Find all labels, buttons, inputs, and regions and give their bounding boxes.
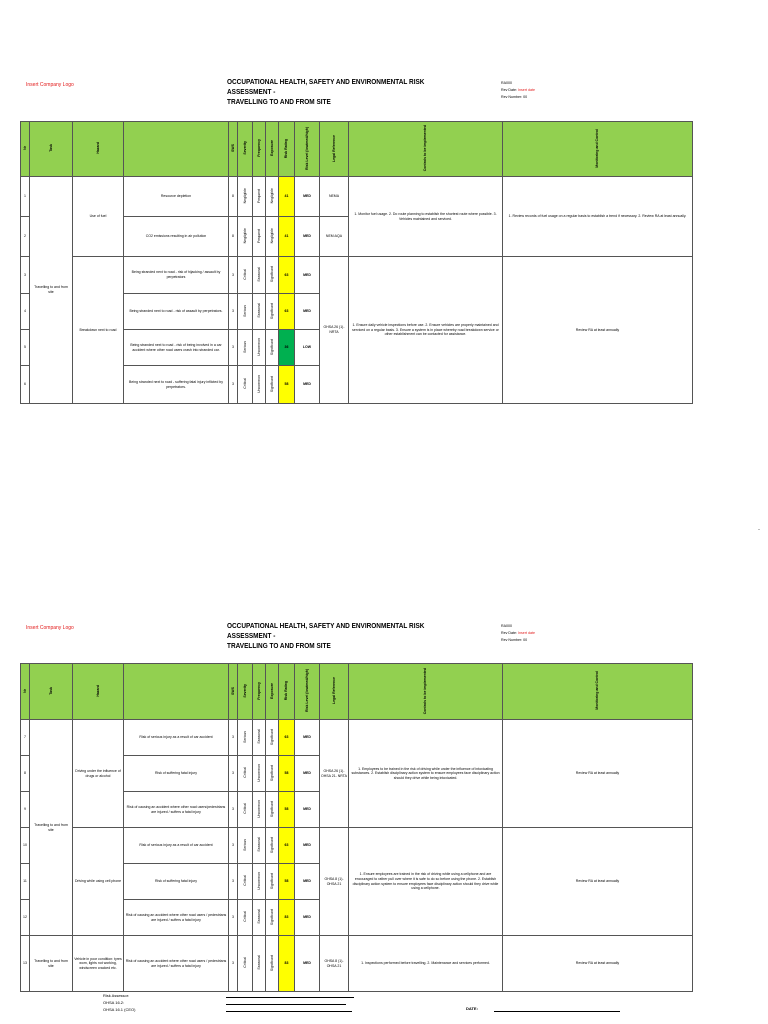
col-level: Risk Level (low/med/high) [295, 122, 320, 177]
col-sws: SWS [229, 664, 238, 720]
legal-cell: OHSA 8 (1)- OHSA 21 [320, 936, 349, 992]
ohsa-161-label: OHSA 16.1 (CEO) [103, 1007, 136, 1012]
col-frequency: Frequency [253, 122, 266, 177]
table-row: 11 Risk of suffering fatal injury 3 Critical Uncommon Significant 58 MED [21, 864, 693, 900]
monitoring-cell: Review RA at least annually [503, 720, 693, 828]
hazard-cell: Breakdown next to road [73, 257, 124, 404]
controls-cell: 1. Inspections performed before travelling. 2. Maintenance and services performed. [349, 936, 503, 992]
risk-assessment-table-2 [20, 663, 693, 992]
risk-rating: 41 [279, 217, 295, 257]
monitoring-cell: 1. Review records of fuel usage on a regular basis to establish a trend if necessary. 2. Review RA at least annually. [503, 177, 693, 257]
col-severity: Severity [238, 664, 253, 720]
page-title: OCCUPATIONAL HEALTH, SAFETY AND ENVIRONMENTAL RISK ASSESSMENT - TRAVELLING TO AND FROM SITE [227, 77, 425, 106]
hazard-cell: Driving while using cell phone [73, 828, 124, 936]
document-meta: RA000 Rev Date: Insert date Rev Number: 00 [501, 81, 535, 99]
task-cell: Travelling to and from site [30, 936, 73, 992]
risk-rating: 63 [279, 294, 295, 330]
table-row: 5 Being stranded next to road - risk of being involved in a car accident where other road users crash into stranded car. 3 Serious Uncommon Significant 36 LOW [21, 330, 693, 366]
risk-rating: 63 [279, 257, 295, 294]
col-monitoring: Monitoring and Control [503, 664, 693, 720]
table-row: 6 Being stranded next to road - suffering fatal injury inflicted by perpetrators. 3 Critical Uncommon Significant 58 MED [21, 366, 693, 404]
controls-cell: 1. Employees to be trained in the risk of driving while under the influence of intoxicating substances. 2. Establish disciplinary action system to ensure employees face disciplinary action should they drive while being intoxicated. [349, 720, 503, 828]
col-rating: Risk Rating [279, 122, 295, 177]
date-line[interactable] [494, 1011, 620, 1012]
risk-rating: 83 [279, 900, 295, 936]
risk-rating: 58 [279, 366, 295, 404]
col-hazard: Hazard [73, 664, 124, 720]
col-task: Task [30, 122, 73, 177]
col-nr: Nr [21, 122, 30, 177]
company-logo-placeholder: Insert Company Logo [26, 625, 74, 631]
company-logo-placeholder: Insert Company Logo [26, 82, 74, 88]
monitoring-cell: Review RA at least annually [503, 936, 693, 992]
page-title: OCCUPATIONAL HEALTH, SAFETY AND ENVIRONMENTAL RISK ASSESSMENT - TRAVELLING TO AND FROM SITE [227, 621, 425, 650]
risk-assessment-table-1 [20, 121, 693, 404]
ohsa-162-label: OHSA 16.2: [103, 1000, 125, 1005]
col-task: Task [30, 664, 73, 720]
col-monitoring: Monitoring and Control [503, 122, 693, 177]
risk-rating: 58 [279, 864, 295, 900]
legal-cell: OHSA 8 (1)- OHSA 21 [320, 828, 349, 936]
col-nr: Nr [21, 664, 30, 720]
monitoring-cell: Review RA at least annually [503, 257, 693, 404]
signature-footer [0, 992, 748, 1022]
table-row: 8 Risk of suffering fatal injury 3 Critical Uncommon Significant 58 MED [21, 756, 693, 792]
risk-rating: 83 [279, 936, 295, 992]
monitoring-cell: Review RA at least annually [503, 828, 693, 936]
controls-cell: 1. Ensure daily vehicle inspections before use. 2. Ensure vehicles are properly maintained and serviced on a regular basis. 3. Ensure a system is in place whereby road breakdown service or other establishment can be contacted for assistance. [349, 257, 503, 404]
controls-cell: 1. Ensure employees are trained in the risk of driving while using a cellphone and are encouraged to rather pull over where it is safe to do so before using the phone. 2. Establish disciplinary action system to ensure employees face disciplinary action should they drive while using a cellphone. [349, 828, 503, 936]
task-cell: Travelling to and from site [30, 720, 73, 936]
col-legal: Legal Reference [320, 664, 349, 720]
col-risk [124, 122, 229, 177]
col-frequency: Frequency [253, 664, 266, 720]
hazard-cell: Vehicle in poor condition: tyres worn, lights not working, windscreen cracked etc. [73, 936, 124, 992]
table-row: 7 Travelling to and from site Driving under the influence of drugs or alcohol Risk of serious injury as a result of car accident 3 Serious Seasonal Significant 63 MED OHSA 26 (1)- OHSA 21- NRTA 1. Employees to be trained in the risk of driving while under the influence of intoxicating substances. 2. Establish disciplinary action system to ensure employees face disciplinary action should they drive while being intoxicated. Review RA at least annually [21, 720, 693, 756]
header-row [21, 664, 693, 720]
stray-mark: - [758, 527, 760, 533]
legal-cell: OHSA 26 (1)- OHSA 21- NRTA [320, 720, 349, 828]
signature-line-assessor[interactable] [226, 997, 354, 998]
table-row: 13 Travelling to and from site Vehicle in poor condition: tyres worn, lights not working, windscreen cracked etc. Risk of causing an accident where other road users / pedestrians are injured / suffers a fatal injury 3 Critical Seasonal Significant 83 MED OHSA 8 (1)- OHSA 21 1. Inspections performed before travelling. 2. Maintenance and services performed. Review RA at least annually [21, 936, 693, 992]
table-row: 12 Risk of causing an accident where other road users / pedestrians are injured / suffers a fatal injury 3 Critical Seasonal Significant 83 MED [21, 900, 693, 936]
signature-line-ohsa-161[interactable] [226, 1011, 352, 1012]
risk-rating: 36 [279, 330, 295, 366]
col-controls: Controls to be implemented [349, 664, 503, 720]
table-row: 3 Breakdown next to road Being stranded next to road - risk of hijacking / assault by perpetrators 3 Critical Seasonal Significant 63 MED OHSA 26 (1)- NRTA 1. Ensure daily vehicle inspections before use. 2. Ensure vehicles are properly maintained and serviced on a regular basis. 3. Ensure a system is in place whereby road breakdown service or other establishment can be contacted for assistance. Review RA at least annually [21, 257, 693, 294]
table-row: 9 Risk of causing an accident where other road users/pedestrians are injured / suffers a fatal injury 3 Critical Uncommon Significant 58 MED [21, 792, 693, 828]
risk-rating: 63 [279, 828, 295, 864]
col-controls: Controls to be implemented [349, 122, 503, 177]
risk-rating: 63 [279, 720, 295, 756]
header-row [21, 122, 693, 177]
col-exposure: Exposure [266, 122, 279, 177]
col-exposure: Exposure [266, 664, 279, 720]
signature-line-ohsa-162[interactable] [226, 1004, 346, 1005]
hazard-cell: Use of fuel [73, 177, 124, 257]
table-row: 4 Being stranded next to road - risk of assault by perpetrators. 3 Serious Seasonal Significant 63 MED [21, 294, 693, 330]
risk-rating: 58 [279, 756, 295, 792]
col-level: Risk Level (low/med/high) [295, 664, 320, 720]
risk-rating: 41 [279, 177, 295, 217]
task-cell: Travelling to and from site [30, 177, 73, 404]
risk-assessor-label: Risk Assessor: [103, 993, 130, 998]
table-row: 10 Driving while using cell phone Risk of serious injury as a result of car accident 3 Serious Seasonal Significant 63 MED OHSA 8 (1)- OHSA 21 1. Ensure employees are trained in the risk of driving while using a cellphone and are encouraged to rather pull over where it is safe to do so before using the phone. 2. Establish disciplinary action system to ensure employees face disciplinary action should they drive while using a cellphone. Review RA at least annually [21, 828, 693, 864]
controls-cell: 1. Monitor fuel usage. 2. Do route planning to establish the shortest route where possible. 3. Vehicles maintained and serviced. [349, 177, 503, 257]
legal-cell: OHSA 26 (1)- NRTA [320, 257, 349, 404]
col-risk [124, 664, 229, 720]
document-meta: RA000 Rev Date: Insert date Rev Number: 00 [501, 624, 535, 642]
date-label: DATE: [466, 1006, 478, 1011]
table-row: 2 CO2 emissions resulting in air pollution 8 Negligible Frequent Negligible 41 MED NEM:AQA [21, 217, 693, 257]
col-severity: Severity [238, 122, 253, 177]
col-sws: SWS [229, 122, 238, 177]
col-rating: Risk Rating [279, 664, 295, 720]
table-row: 1 Travelling to and from site Use of fuel Resource depletion 8 Negligible Frequent Negligible 41 MED NEMA 1. Monitor fuel usage. 2. Do route planning to establish the shortest route where possible. 3. Vehicles maintained and serviced. 1. Review records of fuel usage on a regular basis to establish a trend if necessary. 2. Review RA at least annually. [21, 177, 693, 217]
hazard-cell: Driving under the influence of drugs or alcohol [73, 720, 124, 828]
col-hazard: Hazard [73, 122, 124, 177]
risk-rating: 58 [279, 792, 295, 828]
col-legal: Legal Reference [320, 122, 349, 177]
